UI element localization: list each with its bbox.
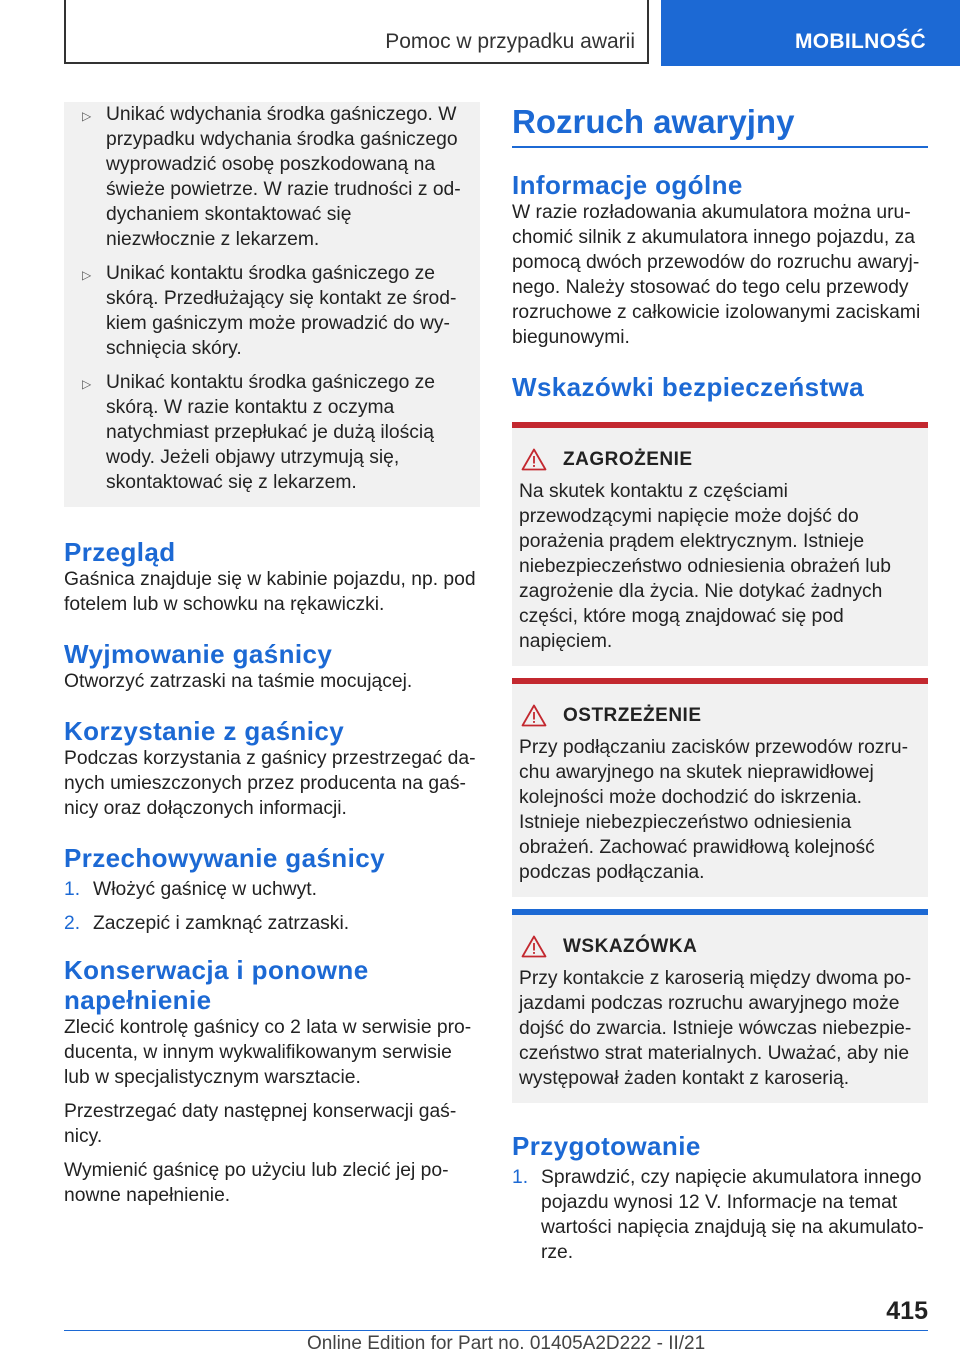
- warning-text: Na skutek kontaktu z częściami przewodzącymi napięcie może dojść do porażenia prądem elektrycznym. Istnieje niebezpieczeństwo odniesienia obrażeń lub zagrożenie dla życia. Nie dotykać żadnych części, które mogą znajdować się pod napięciem.: [519, 481, 891, 652]
- step-number: 1.: [512, 1167, 529, 1188]
- warning-title: ZAGROŻENIE: [563, 448, 693, 470]
- footer-rule: [64, 1330, 928, 1331]
- storage-steps: [64, 877, 480, 936]
- overview-text: Gaśnica znajduje się w kabinie pojazdu, np. pod fotelem lub w schowku na rękawiczki.: [64, 569, 476, 615]
- page-header: [0, 0, 960, 66]
- warning-triangle-icon: [521, 448, 547, 471]
- bullet-list: [82, 102, 462, 495]
- chapter-tab: [64, 0, 649, 64]
- notice-box: [512, 909, 928, 1103]
- list-item: 1. Włożyć gaśnicę w uchwyt.: [64, 879, 317, 900]
- removal-text: Otworzyć zatrzaski na taśmie mocującej.: [64, 671, 413, 692]
- left-column: [64, 102, 480, 1208]
- maintenance-paragraph: Wymienić gaśnicę po użyciu lub zlecić jej ponowne napełnienie.: [64, 1160, 449, 1206]
- safety-bullets-box: [64, 102, 480, 507]
- safety-heading: Wskazówki bezpieczeństwa: [512, 372, 865, 402]
- maintenance-paragraph: Zlecić kontrolę gaśnicy co 2 lata w serwisie producenta, w innym wykwalifikowanym serwisie lub w specjalistycznym warsztacie.: [64, 1017, 472, 1088]
- warning-title: OSTRZEŻENIE: [563, 704, 702, 726]
- maintenance-paragraph: Przestrzegać daty następnej konserwacji gaśnicy.: [64, 1101, 457, 1147]
- list-item: 1. Sprawdzić, czy napięcie akumulatora innego pojazdu wynosi 12 V. Informacje na temat wartości napięcia znajdują się na akumulatorze.: [512, 1167, 924, 1263]
- storage-heading: Przechowywanie gaśnicy: [64, 843, 385, 873]
- warning-triangle-icon: [521, 935, 547, 958]
- step-number: 2.: [64, 913, 81, 934]
- title-rule: [512, 102, 928, 148]
- triangle-right-icon: ▷: [82, 268, 92, 282]
- list-item: 2. Zaczepić i zamknąć zatrzaski.: [64, 913, 350, 934]
- triangle-right-icon: ▷: [82, 109, 92, 123]
- warning-text: Przy podłączaniu zacisków przewodów rozruchu awaryjnego na skutek nieprawidłowej kolejności może dochodzić do iskrzenia. Istnieje niebezpieczeństwo odniesienia obrażeń. Zachować prawidłową kolejność podczas podłączania.: [519, 737, 908, 883]
- overview-heading: Przegląd: [64, 537, 176, 567]
- right-column: [512, 102, 928, 1274]
- prep-heading: Przygotowanie: [512, 1131, 701, 1161]
- list-item: ▷ Unikać kontaktu środka gaśniczego ze skórą. W razie kontaktu z oczyma natychmiast przepłukać je dużą ilością wody. Jeżeli objawy utrzymują się, skontaktować się z lekarzem.: [82, 372, 436, 493]
- prep-steps: [512, 1165, 928, 1265]
- general-text: W razie rozładowania akumulatora można uruchomić silnik z akumulatora innego pojazdu, za pomocą dwóch przewodów do rozruchu awaryjnego. Należy stosować do tego celu przewody rozruchowe z całkowicie izolowanymi zaciskami biegunowymi.: [512, 202, 921, 348]
- usage-heading: Korzystanie z gaśnicy: [64, 716, 345, 746]
- warning-triangle-icon: [521, 704, 547, 727]
- removal-heading: Wyjmowanie gaśnicy: [64, 639, 333, 669]
- step-number: 1.: [64, 879, 81, 900]
- maintenance-heading: Konserwacja i ponowne napełnienie: [64, 955, 369, 1015]
- page-number: 415: [886, 1297, 928, 1325]
- warning-title: WSKAZÓWKA: [563, 935, 698, 957]
- list-item: ▷ Unikać wdychania środka gaśniczego. W przypadku wdychania środka gaśniczego wyprowadzić osobę poszkodowaną na świeże powietrze. W razie trudności z oddychaniem skontaktować się niezwłocznie z lekarzem.: [82, 104, 461, 250]
- section-tab: [661, 0, 960, 66]
- triangle-right-icon: ▷: [82, 377, 92, 391]
- usage-text: Podczas korzystania z gaśnicy przestrzegać danych umieszczonych przez producenta na gaśnicy oraz dołączonych informacji.: [64, 748, 476, 819]
- caution-box: [512, 678, 928, 897]
- danger-box: [512, 422, 928, 666]
- chapter-title: Pomoc w przypadku awarii: [385, 30, 635, 53]
- edition-text: Online Edition for Part no. 01405A2D222 - II/21: [307, 1333, 706, 1354]
- list-item: ▷ Unikać kontaktu środka gaśniczego ze skórą. Przedłużający się kontakt ze środkiem gaśniczym może prowadzić do wyschnięcia skóry.: [82, 263, 457, 359]
- general-heading: Informacje ogólne: [512, 170, 743, 200]
- page-title: Rozruch awaryjny: [512, 103, 795, 140]
- warning-text: Przy kontakcie z karoserią między dwoma pojazdami podczas rozruchu awaryjnego może dojść do zwarcia. Istnieje wówczas niebezpieczeństwo strat materialnych. Uważać, aby nie występował żaden kontakt z karoserią.: [519, 968, 912, 1089]
- section-title: MOBILNOŚĆ: [794, 30, 926, 53]
